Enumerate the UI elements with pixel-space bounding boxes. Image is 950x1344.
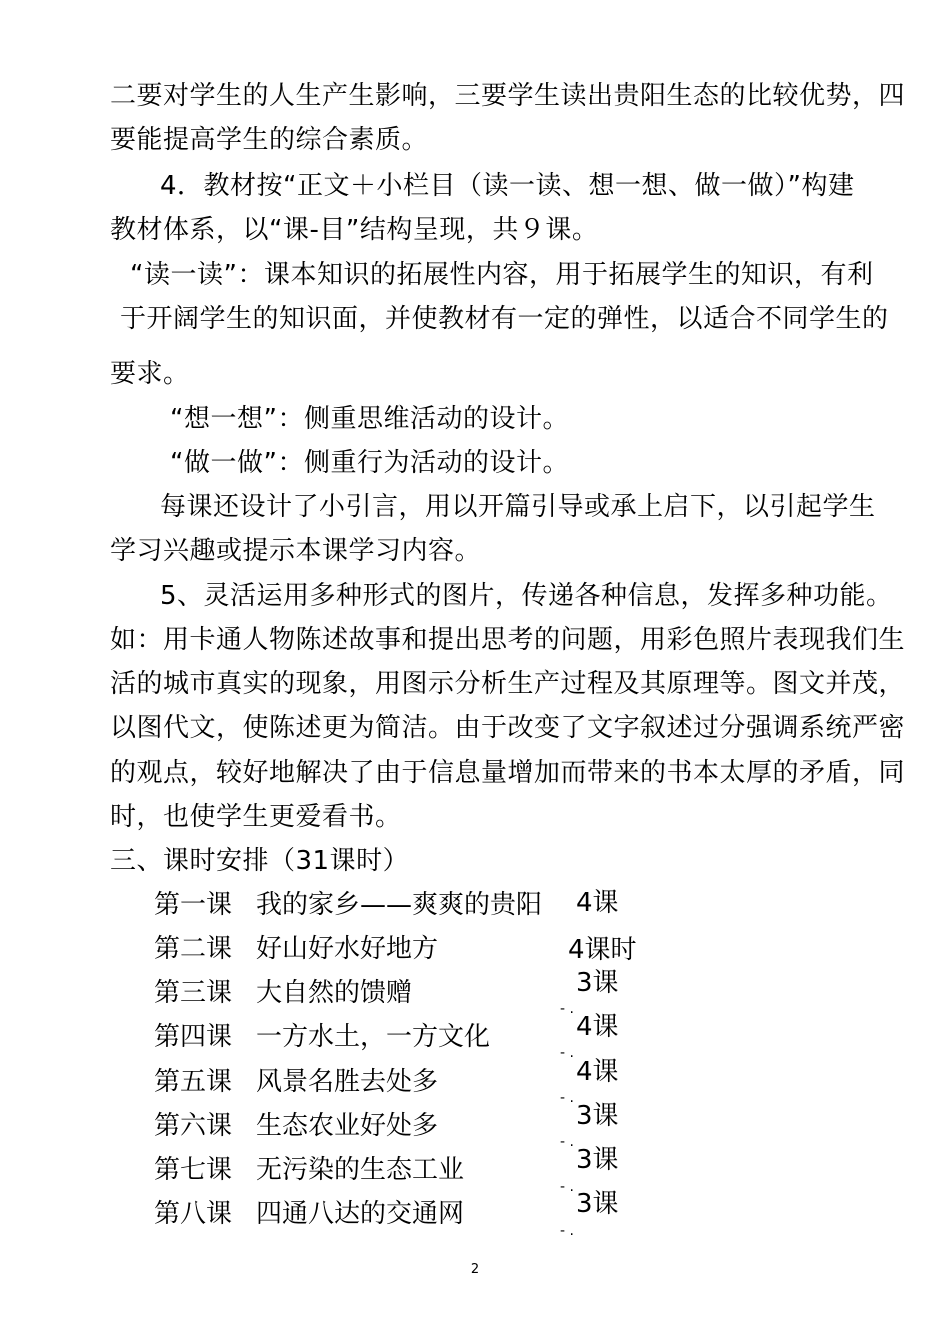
ellipsis-mark: - . bbox=[560, 1134, 574, 1150]
lesson-number: 第三课 bbox=[154, 978, 233, 1008]
lesson-hours: 3课 bbox=[576, 1101, 619, 1131]
body-line-5: “读一读”：课本知识的拓展性内容，用于拓展学生的知识，有利 bbox=[130, 260, 874, 290]
body-line-3: 4．教材按“正文＋小栏目（读一读、想一想、做一做）”构建 bbox=[160, 171, 855, 201]
lesson-hours: 4课 bbox=[576, 888, 619, 918]
body-line-12: 5、灵活运用多种形式的图片，传递各种信息，发挥多种功能。 bbox=[160, 581, 893, 611]
lesson-hours: 3课 bbox=[576, 1189, 619, 1219]
body-line-16: 的观点，较好地解决了由于信息量增加而带来的书本太厚的矛盾，同 bbox=[110, 758, 906, 788]
lesson-title: 好山好水好地方 bbox=[256, 934, 439, 964]
lesson-hours: 3课 bbox=[576, 968, 619, 998]
lesson-hours: 4课时 bbox=[568, 935, 637, 965]
body-line-7: 要求。 bbox=[110, 359, 190, 389]
ellipsis-mark: - . bbox=[560, 1045, 574, 1061]
body-line-1: 二要对学生的人生产生影响，三要学生读出贵阳生态的比较优势，四 bbox=[110, 81, 906, 111]
lesson-number: 第四课 bbox=[154, 1022, 233, 1052]
lesson-number: 第八课 bbox=[154, 1199, 233, 1229]
body-line-6: 于开阔学生的知识面，并使教材有一定的弹性，以适合不同学生的 bbox=[120, 304, 889, 334]
body-line-9: “做一做”：侧重行为活动的设计。 bbox=[170, 448, 569, 478]
section-heading: 三、课时安排（31课时） bbox=[110, 846, 410, 876]
lesson-title: 大自然的馈赠 bbox=[256, 978, 413, 1008]
lesson-title: 我的家乡——爽爽的贵阳 bbox=[256, 890, 543, 920]
lesson-number: 第六课 bbox=[154, 1111, 233, 1141]
body-line-13: 如：用卡通人物陈述故事和提出思考的问题，用彩色照片表现我们生 bbox=[110, 625, 906, 655]
lesson-hours: 4课 bbox=[576, 1057, 619, 1087]
lesson-title: 风景名胜去处多 bbox=[256, 1067, 439, 1097]
body-line-4: 教材体系，以“课-目”结构呈现，共９课。 bbox=[110, 215, 599, 245]
lesson-title: 一方水土，一方文化 bbox=[256, 1022, 491, 1052]
lesson-title: 四通八达的交通网 bbox=[256, 1199, 465, 1229]
lesson-title: 生态农业好处多 bbox=[256, 1111, 439, 1141]
page-number: 2 bbox=[470, 1262, 480, 1277]
lesson-title: 无污染的生态工业 bbox=[256, 1155, 465, 1185]
body-line-14: 活的城市真实的现象，用图示分析生产过程及其原理等。图文并茂， bbox=[110, 669, 906, 699]
body-line-10: 每课还设计了小引言，用以开篇引导或承上启下，以引起学生 bbox=[160, 492, 876, 522]
ellipsis-mark: - . bbox=[560, 1223, 574, 1239]
lesson-number: 第七课 bbox=[154, 1155, 233, 1185]
body-line-17: 时，也使学生更爱看书。 bbox=[110, 802, 402, 832]
body-line-2: 要能提高学生的综合素质。 bbox=[110, 125, 429, 155]
ellipsis-mark: - . bbox=[560, 1179, 574, 1195]
ellipsis-mark: - . bbox=[560, 1090, 574, 1106]
lesson-hours: 4课 bbox=[576, 1012, 619, 1042]
body-line-8: “想一想”：侧重思维活动的设计。 bbox=[170, 404, 569, 434]
body-line-15: 以图代文，使陈述更为简洁。由于改变了文字叙述过分强调系统严密 bbox=[110, 713, 906, 743]
lesson-hours: 3课 bbox=[576, 1145, 619, 1175]
ellipsis-mark: - . bbox=[560, 1001, 574, 1017]
lesson-number: 第一课 bbox=[154, 890, 233, 920]
body-line-11: 学习兴趣或提示本课学习内容。 bbox=[110, 536, 482, 566]
lesson-number: 第二课 bbox=[154, 934, 233, 964]
lesson-number: 第五课 bbox=[154, 1067, 233, 1097]
